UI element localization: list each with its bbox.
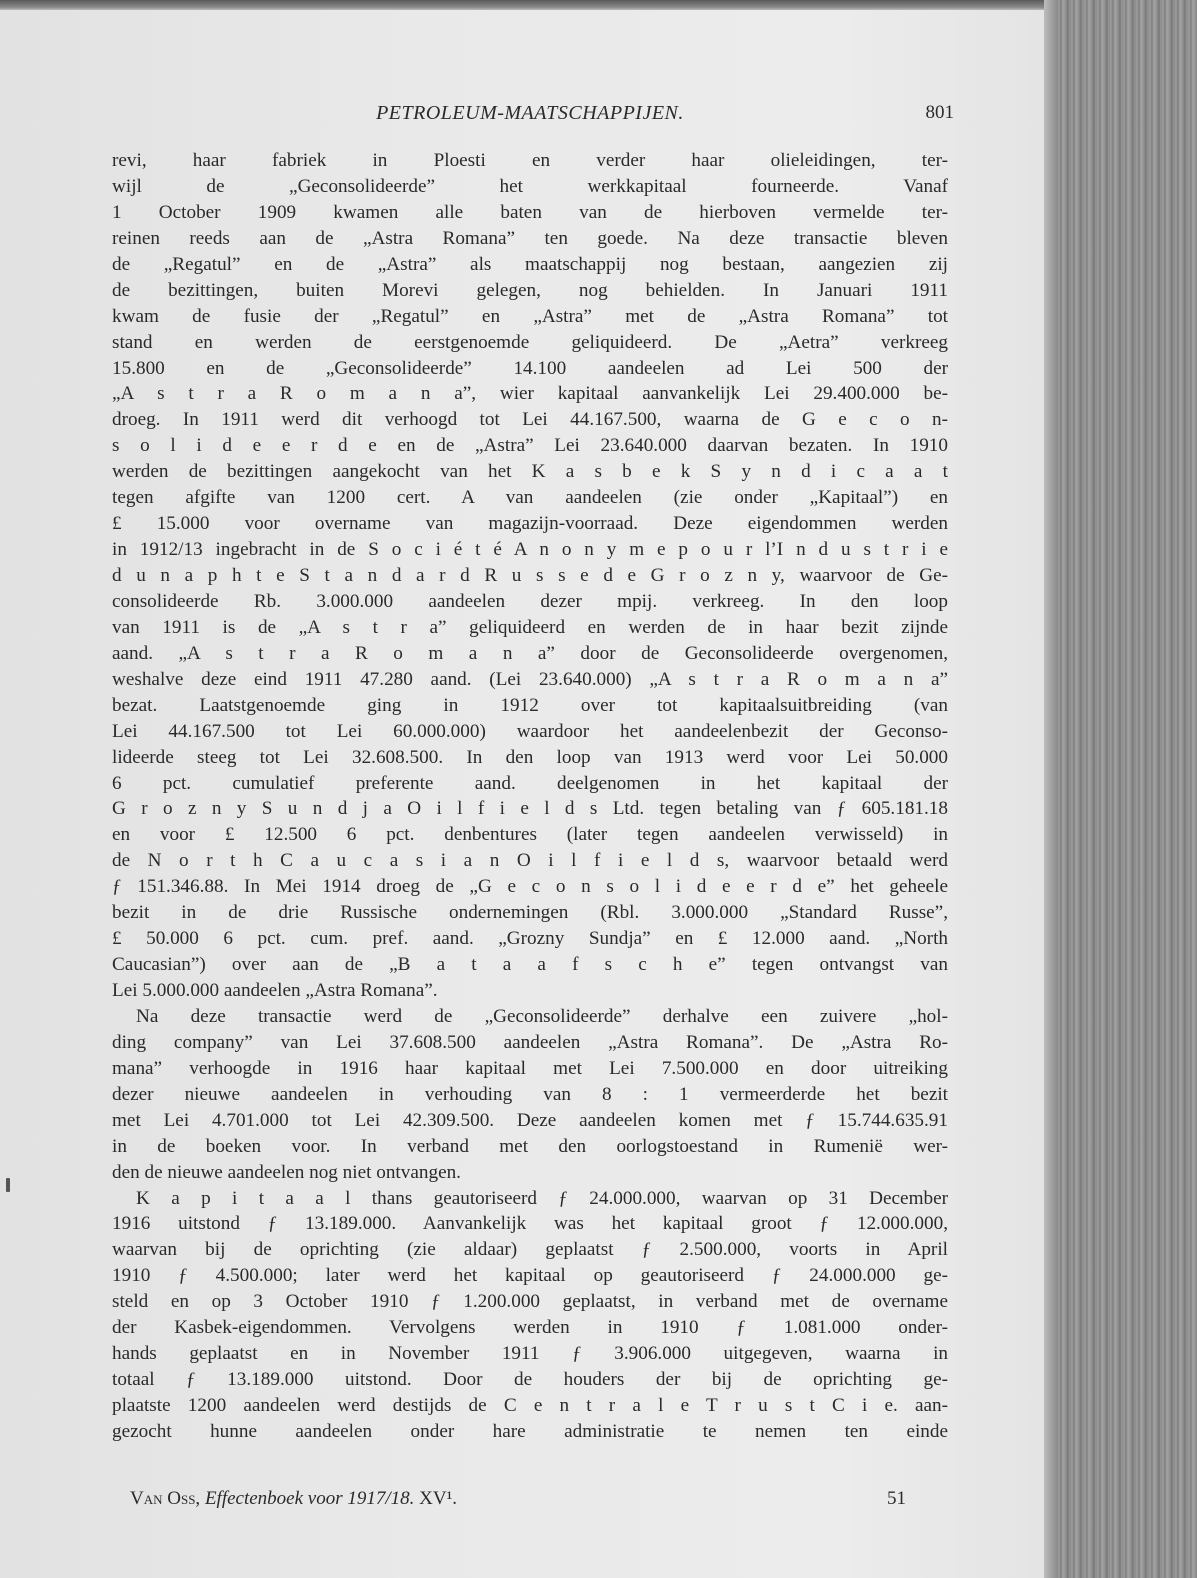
text-line: hands geplaatst en in November 1911 ƒ 3.906.000 uitgegeven, waarna in	[112, 1343, 948, 1365]
text-line: G r o z n y S u n d j a O i l f i e l d s Ltd. tegen betaling van ƒ 605.181.18	[112, 798, 948, 820]
page-number: 801	[925, 102, 954, 123]
footer-book-title: Effectenboek voor 1917/18.	[204, 1488, 415, 1509]
text-line: reinen reeds aan de „Astra Romana” ten goede. Na deze transactie bleven	[112, 227, 948, 249]
text-line: £ 50.000 6 pct. cum. pref. aand. „Grozny Sundja” en £ 12.000 aand. „North	[112, 928, 948, 950]
text-line: met Lei 4.701.000 tot Lei 42.309.500. Deze aandeelen komen met ƒ 15.744.635.91	[112, 1109, 948, 1131]
text-line: kwam de fusie der „Regatul” en „Astra” met de „Astra Romana” tot	[112, 305, 948, 327]
text-line: ƒ 151.346.88. In Mei 1914 droeg de „G e c o n s o l i d e e r d e” het geheele	[112, 876, 948, 898]
text-line: gezocht hunne aandeelen onder hare administratie te nemen ten einde	[112, 1420, 948, 1442]
text-line: werden de bezittingen aangekocht van het K a s b e k S y n d i c a a t	[112, 461, 948, 483]
body-text	[112, 148, 948, 1445]
page-stack-edge	[1044, 0, 1197, 1578]
text-line: de „Regatul” en de „Astra” als maatschappij nog bestaan, aangezien zij	[112, 253, 948, 275]
text-line: d u n a p h t e S t a n d a r d R u s s e d e G r o z n y, waarvoor de Ge-	[112, 565, 948, 586]
text-line: stand en werden de eerstgenoemde geliquideerd. De „Aetra” verkreeg	[112, 331, 948, 353]
text-line: de N o r t h C a u c a s i a n O i l f i e l d s, waarvoor betaald werd	[112, 850, 948, 872]
text-line: s o l i d e e r d e en de „Astra” Lei 23.640.000 daarvan bezaten. In 1910	[112, 435, 948, 457]
text-line: 1910 ƒ 4.500.000; later werd het kapitaal op geautoriseerd ƒ 24.000.000 ge-	[112, 1265, 948, 1287]
text-line: weshalve deze eind 1911 47.280 aand. (Lei 23.640.000) „A s t r a R o m a n a”	[112, 668, 948, 690]
text-line: steld en op 3 October 1910 ƒ 1.200.000 geplaatst, in verband met de overname	[112, 1291, 948, 1313]
text-line: ding company” van Lei 37.608.500 aandeelen „Astra Romana”. De „Astra Ro-	[112, 1031, 948, 1053]
text-line: Lei 44.167.500 tot Lei 60.000.000) waardoor het aandeelenbezit der Geconso-	[112, 720, 948, 742]
text-line: revi, haar fabriek in Ploesti en verder haar olieleidingen, ter-	[112, 150, 948, 171]
text-line: de bezittingen, buiten Morevi gelegen, nog behielden. In Januari 1911	[112, 279, 948, 301]
text-line: „A s t r a R o m a n a”, wier kapitaal aanvankelijk Lei 29.400.000 be-	[112, 383, 948, 405]
text-line: £ 15.000 voor overname van magazijn-voorraad. Deze eigendommen werden	[112, 513, 948, 535]
footer-citation	[130, 1488, 457, 1510]
running-head	[112, 100, 954, 130]
footer-volume: XV¹.	[419, 1488, 458, 1509]
text-line: totaal ƒ 13.189.000 uitstond. Door de houders der bij de oprichting ge-	[112, 1369, 948, 1391]
text-line: aand. „A s t r a R o m a n a” door de Geconsolideerde overgenomen,	[112, 642, 948, 664]
paragraph-start-line: Na deze transactie werd de „Geconsolideerde” derhalve een zuivere „hol-	[136, 1005, 948, 1027]
running-title: PETROLEUM-MAATSCHAPPIJEN.	[376, 102, 684, 124]
text-line: in 1912/13 ingebracht in de S o c i é t é A n o n y m e p o u r l’I n d u s t r i e	[112, 539, 948, 561]
text-line: den de nieuwe aandeelen nog niet ontvangen.	[112, 1161, 461, 1183]
text-line: lideerde steeg tot Lei 32.608.500. In den loop van 1913 werd voor Lei 50.000	[112, 746, 948, 768]
text-line: bezit in de drie Russische ondernemingen (Rbl. 3.000.000 „Standard Russe”,	[112, 902, 948, 924]
text-line: 1 October 1909 kwamen alle baten van de hierboven vermelde ter-	[112, 201, 948, 223]
text-line: en voor £ 12.500 6 pct. denbentures (later tegen aandeelen verwisseld) in	[112, 824, 948, 846]
text-line: der Kasbek-eigendommen. Vervolgens werden in 1910 ƒ 1.081.000 onder-	[112, 1317, 948, 1339]
text-line: Caucasian”) over aan de „B a t a a f s c h e” tegen ontvangst van	[112, 954, 948, 976]
text-line: dezer nieuwe aandeelen in verhouding van 8 : 1 vermeerderde het bezit	[112, 1083, 948, 1105]
text-line: droeg. In 1911 werd dit verhoogd tot Lei 44.167.500, waarna de G e c o n-	[112, 409, 948, 431]
text-line: consolideerde Rb. 3.000.000 aandeelen dezer mpij. verkreeg. In den loop	[112, 590, 948, 612]
text-line: Lei 5.000.000 aandeelen „Astra Romana”.	[112, 980, 438, 1001]
text-line: wijl de „Geconsolideerde” het werkkapitaal fourneerde. Vanaf	[112, 175, 948, 197]
page-footer	[130, 1488, 906, 1514]
text-line: 15.800 en de „Geconsolideerde” 14.100 aandeelen ad Lei 500 der	[112, 357, 948, 379]
text-line: van 1911 is de „A s t r a” geliquideerd en werden de in haar bezit zijnde	[112, 616, 948, 638]
text-line: in de boeken voor. In verband met den oorlogstoestand in Rumenië wer-	[112, 1135, 948, 1157]
text-line: 6 pct. cumulatief preferente aand. deelgenomen in het kapitaal der	[112, 772, 948, 794]
text-line: 1916 uitstond ƒ 13.189.000. Aanvankelijk was het kapitaal groot ƒ 12.000.000,	[112, 1213, 948, 1235]
text-line: tegen afgifte van 1200 cert. A van aandeelen (zie onder „Kapitaal”) en	[112, 487, 948, 509]
paragraph-start-line: K a p i t a a l thans geautoriseerd ƒ 24.000.000, waarvan op 31 December	[136, 1187, 948, 1209]
text-line: waarvan bij de oprichting (zie aldaar) geplaatst ƒ 2.500.000, voorts in April	[112, 1239, 948, 1261]
text-line: plaatste 1200 aandeelen werd destijds de C e n t r a l e T r u s t C i e. aan-	[112, 1395, 948, 1416]
footer-author: Van Oss,	[130, 1488, 201, 1509]
margin-mark	[6, 1178, 10, 1192]
text-line: bezat. Laatstgenoemde ging in 1912 over tot kapitaalsuitbreiding (van	[112, 694, 948, 716]
signature-mark: 51	[887, 1488, 906, 1509]
text-line: mana” verhoogde in 1916 haar kapitaal met Lei 7.500.000 en door uitreiking	[112, 1057, 948, 1079]
